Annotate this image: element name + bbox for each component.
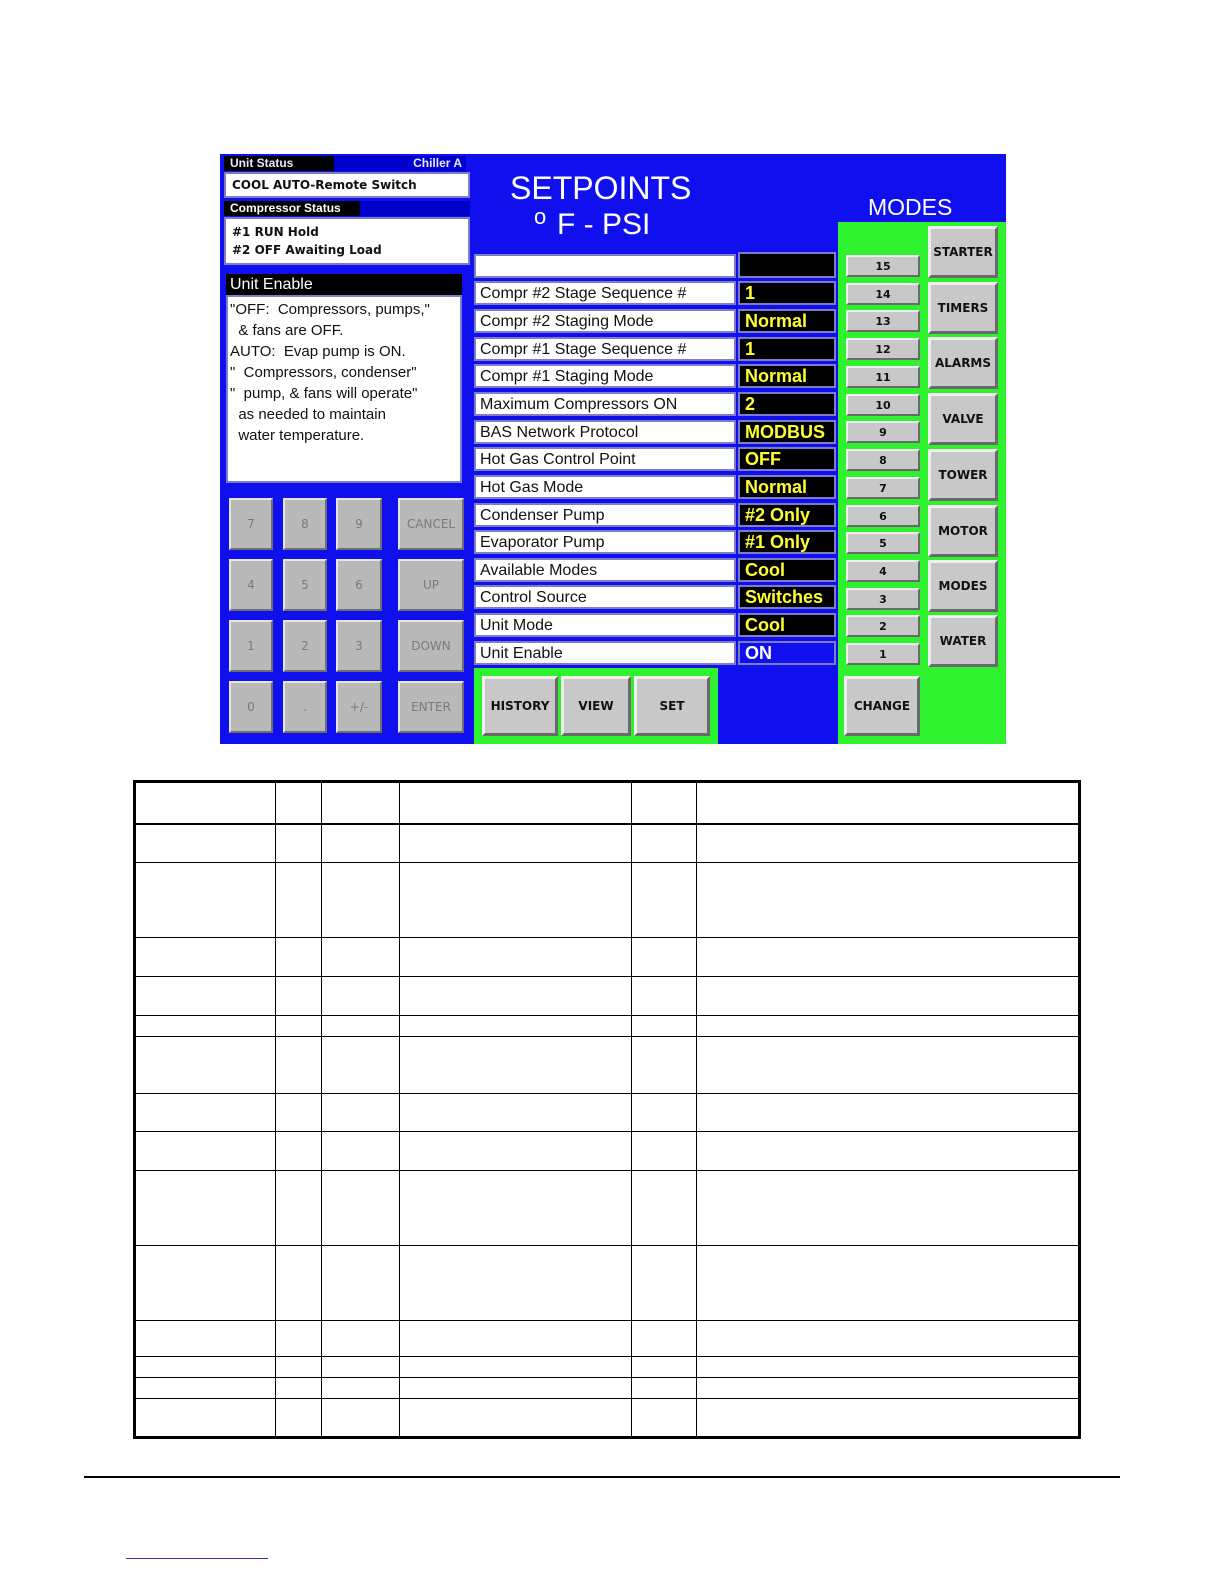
table-row-divider [136,1398,1078,1399]
setpoint-value-11[interactable]: Cool [738,558,836,582]
footer-link-underline [126,1558,268,1559]
setpoint-label-14[interactable]: Unit Enable [474,641,736,665]
setpoint-value-7[interactable]: OFF [738,447,836,471]
compressor-status-box [224,217,470,265]
chiller-name: Chiller A [334,156,466,171]
table-header-divider [136,823,1078,825]
set-button[interactable]: SET [634,676,710,736]
modes-button[interactable]: MODES [928,560,998,612]
timers-button[interactable]: TIMERS [928,282,998,334]
help-title: Unit Enable [226,274,462,295]
decimal-key[interactable]: . [283,681,327,733]
table-row-divider [136,862,1078,863]
help-description: "OFF: Compressors, pumps," & fans are OFF. AUTO: Evap pump is ON. " Compressors, condenser" " pump, & fans will operate" as needed to maintain water temperature. [226,295,462,483]
setpoint-value-4[interactable]: Normal [738,364,836,388]
setpoint-value-9[interactable]: #2 Only [738,503,836,527]
table-row-divider [136,1356,1078,1357]
enter-key[interactable]: ENTER [398,681,464,733]
table-row-divider [136,1093,1078,1094]
compressor-status-bar [360,201,470,216]
compressor-status-label: Compressor Status [224,201,360,216]
footer-rule [84,1476,1120,1478]
number-button-15[interactable]: 15 [846,255,920,277]
setpoint-value-6[interactable]: MODBUS [738,420,836,444]
change-button[interactable]: CHANGE [844,676,920,736]
valve-button[interactable]: VALVE [928,393,998,445]
cancel-key[interactable]: CANCEL [398,498,464,550]
table-column-divider [275,783,276,1436]
setpoint-label-7[interactable]: Hot Gas Control Point [474,447,736,471]
setpoint-label-1[interactable]: Compr #2 Stage Sequence # [474,281,736,305]
starter-button[interactable]: STARTER [928,226,998,278]
key-9[interactable]: 9 [336,498,382,550]
table-column-divider [696,783,697,1436]
number-button-2[interactable]: 2 [846,615,920,637]
setpoint-label-8[interactable]: Hot Gas Mode [474,475,736,499]
empty-table [133,780,1081,1439]
number-button-4[interactable]: 4 [846,560,920,582]
setpoint-value-5[interactable]: 2 [738,392,836,416]
setpoint-label-11[interactable]: Available Modes [474,558,736,582]
blue-gap [718,668,838,744]
motor-button[interactable]: MOTOR [928,505,998,557]
compressor-2-status: #2 OFF Awaiting Load [232,243,382,257]
alarms-button[interactable]: ALARMS [928,337,998,389]
number-button-1[interactable]: 1 [846,643,920,665]
table-row-divider [136,1036,1078,1037]
setpoint-value-3[interactable]: 1 [738,337,836,361]
key-5[interactable]: 5 [283,559,327,611]
table-row-divider [136,1015,1078,1016]
unit-status-label: Unit Status [224,156,334,171]
sign-key[interactable]: +/- [336,681,382,733]
number-button-5[interactable]: 5 [846,532,920,554]
table-row-divider [136,1170,1078,1171]
setpoint-value-2[interactable]: Normal [738,309,836,333]
setpoint-label-2[interactable]: Compr #2 Staging Mode [474,309,736,333]
table-row-divider [136,1377,1078,1378]
key-1[interactable]: 1 [229,620,273,672]
table-row-divider [136,1320,1078,1321]
key-6[interactable]: 6 [336,559,382,611]
setpoint-value-8[interactable]: Normal [738,475,836,499]
number-button-12[interactable]: 12 [846,338,920,360]
number-button-6[interactable]: 6 [846,505,920,527]
number-button-14[interactable]: 14 [846,283,920,305]
key-4[interactable]: 4 [229,559,273,611]
tower-button[interactable]: TOWER [928,449,998,501]
table-row-divider [136,937,1078,938]
number-button-13[interactable]: 13 [846,310,920,332]
table-column-divider [399,783,400,1436]
setpoint-label-13[interactable]: Unit Mode [474,613,736,637]
unit-status-value: COOL AUTO-Remote Switch [224,172,470,198]
setpoint-label-9[interactable]: Condenser Pump [474,503,736,527]
setpoint-label-0[interactable] [474,254,736,278]
number-button-10[interactable]: 10 [846,394,920,416]
table-column-divider [631,783,632,1436]
setpoint-label-4[interactable]: Compr #1 Staging Mode [474,364,736,388]
setpoint-value-10[interactable]: #1 Only [738,530,836,554]
table-row-divider [136,976,1078,977]
setpoint-label-12[interactable]: Control Source [474,585,736,609]
compressor-1-status: #1 RUN Hold [232,225,319,239]
table-row-divider [136,1245,1078,1246]
page-title: SETPOINTS [510,170,692,206]
table-row-divider [136,1131,1078,1132]
key-7[interactable]: 7 [229,498,273,550]
setpoint-label-6[interactable]: BAS Network Protocol [474,420,736,444]
setpoint-value-0[interactable] [738,252,836,278]
key-3[interactable]: 3 [336,620,382,672]
down-key[interactable]: DOWN [398,620,464,672]
key-2[interactable]: 2 [283,620,327,672]
setpoint-value-13[interactable]: Cool [738,613,836,637]
setpoint-value-12[interactable]: Switches [738,585,836,609]
number-button-9[interactable]: 9 [846,421,920,443]
water-button[interactable]: WATER [928,615,998,667]
setpoint-value-1[interactable]: 1 [738,281,836,305]
degree-symbol: o [534,204,547,229]
up-key[interactable]: UP [398,559,464,611]
view-button[interactable]: VIEW [561,676,631,736]
setpoint-label-3[interactable]: Compr #1 Stage Sequence # [474,337,736,361]
number-button-3[interactable]: 3 [846,588,920,610]
number-button-11[interactable]: 11 [846,366,920,388]
modes-title: MODES [868,194,953,220]
setpoint-value-14[interactable]: ON [738,641,836,665]
number-button-7[interactable]: 7 [846,477,920,499]
units-label: F - PSI [557,208,651,241]
key-8[interactable]: 8 [283,498,327,550]
setpoint-label-10[interactable]: Evaporator Pump [474,530,736,554]
setpoints-screen [220,154,1006,744]
table-column-divider [321,783,322,1436]
history-button[interactable]: HISTORY [482,676,558,736]
number-button-8[interactable]: 8 [846,449,920,471]
setpoint-label-5[interactable]: Maximum Compressors ON [474,392,736,416]
key-0[interactable]: 0 [229,681,273,733]
